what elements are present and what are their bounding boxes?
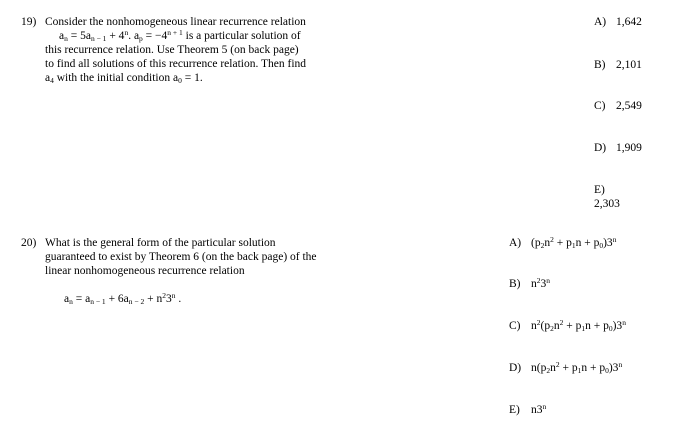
q19-line-4: $a_4$ with the initial condition $a_0 = 1$. [45,72,203,85]
q19-text [45,15,306,85]
q19-choice-e-value: 2,303 [594,198,620,210]
q19-line-3: to find all solutions of this recurrence relation. Then find [45,58,307,70]
q20-line-2: guaranteed to exist by Theorem 6 (on the back page) of the [45,251,317,263]
q20-formula: $a_n = a_{n - 1} + 6a_{n - 2} + n^23^n$ . [64,291,182,306]
q19-choice-e-letter: E) [594,184,605,196]
q19-choice-d[interactable]: D) 1,909 [594,142,642,154]
q20-choice-b[interactable]: B) $n^23^n$ [509,276,550,290]
q20-choice-a[interactable]: A) $(p_2n^2 + p_1n + p_0)3^n$ [509,235,617,250]
q20-choice-c[interactable]: C) $n^2(p_2n^2 + p_1n + p_0)3^n$ [509,318,626,333]
q19-relation: $a_n = 5a_{n - 1} + 4^n$. $a_p = -4^{n + 1}$ is a particular solution of [59,28,301,43]
q19-choice-c[interactable]: C) 2,549 [594,100,642,112]
q19-number: 19) [21,16,37,28]
q19-choice-a[interactable]: A) 1,642 [594,16,642,28]
q19-choice-e[interactable] [594,183,620,211]
q20-text [45,236,317,278]
q20-line-1: What is the general form of the particular solution [45,237,276,249]
q19-choice-b[interactable]: B) 2,101 [594,59,642,71]
q20-choice-e[interactable]: E) n3$^n$ [509,402,547,416]
q20-line-3: linear nonhomogeneous recurrence relation [45,265,245,277]
q20-number: 20) [21,237,37,249]
q19-line-1: Consider the nonhomogeneous linear recurrence relation [45,16,306,28]
q20-choice-d[interactable]: D) $n(p_2n^2 + p_1n + p_0)3^n$ [509,360,623,375]
q19-line-2: this recurrence relation. Use Theorem 5 (on back page) [45,44,299,56]
